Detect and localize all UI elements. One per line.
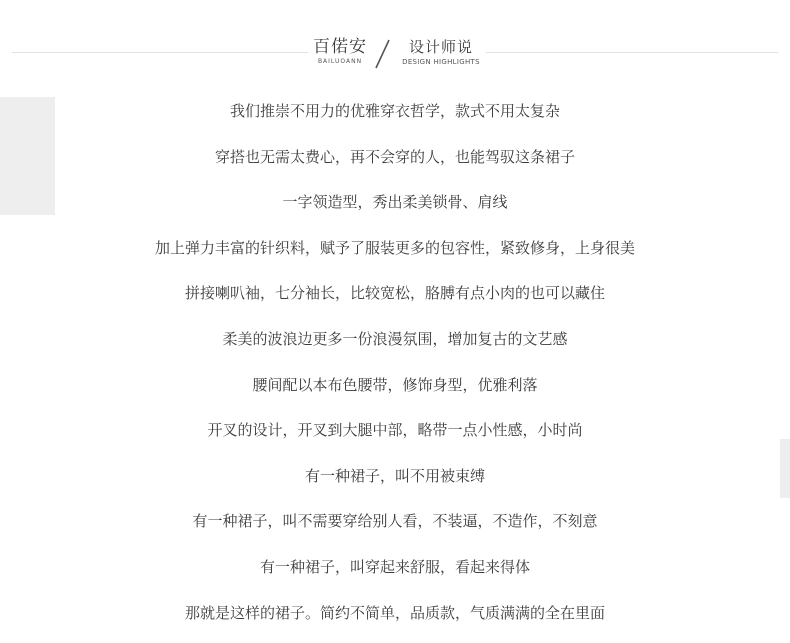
note-line: 我们推崇不用力的优雅穿衣哲学，款式不用太复杂: [229, 102, 560, 120]
brand-name-en: BAILUOANN: [317, 58, 363, 65]
section-title-cn: 设计师说: [408, 38, 473, 56]
section-title-en: DESIGN HIGHLIGHTS: [402, 58, 480, 66]
note-line: 有一种裙子，叫穿起来舒服，看起来得体: [259, 557, 530, 576]
header-rule-left: [12, 52, 308, 53]
note-line: 一字领造型，秀出柔美锁骨、肩线: [282, 193, 508, 212]
header-rule-right: [486, 52, 778, 53]
brand-name-cn: 百偌安: [313, 37, 367, 57]
note-line: 柔美的波浪边更多一份浪漫氛围，增加复古的文艺感: [222, 329, 568, 348]
note-line: 有一种裙子，叫不用被束缚: [304, 466, 485, 485]
note-line: 开叉的设计，开叉到大腿中部，略带一点小性感，小时尚: [207, 421, 583, 440]
brand-logo: [308, 36, 372, 66]
note-line: 有一种裙子，叫不需要穿给别人看，不装逼，不造作，不刻意: [192, 512, 598, 531]
slash-divider-icon: [373, 38, 391, 70]
design-notes: [0, 96, 790, 643]
note-line: 穿搭也无需太费心，再不会穿的人，也能驾驭这条裙子: [214, 147, 575, 166]
note-line: 加上弹力丰富的针织料，赋予了服装更多的包容性，紧致修身，上身很美: [154, 238, 635, 257]
note-line: 那就是这样的裙子。简约不简单，品质款，气质满满的全在里面: [184, 603, 605, 622]
section-title: [396, 37, 486, 67]
note-line: 拼接喇叭袖，七分袖长，比较宽松，胳膊有点小肉的也可以藏住: [184, 284, 605, 303]
note-line: 腰间配以本布色腰带，修饰身型，优雅利落: [252, 375, 538, 394]
section-header: [0, 0, 790, 80]
